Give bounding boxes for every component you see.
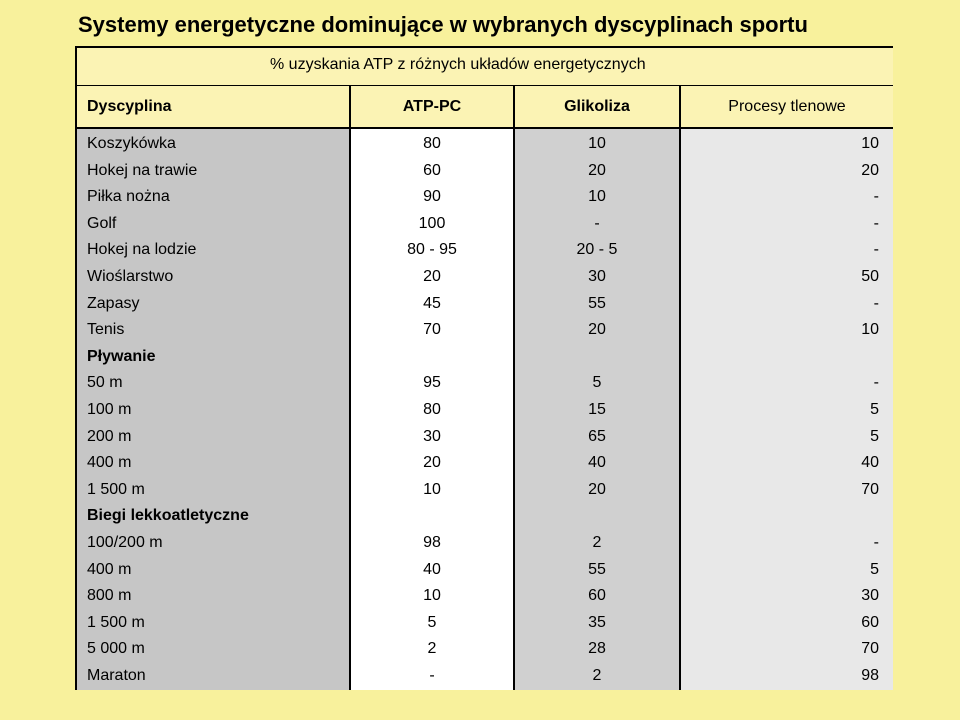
cell-atp-pc: 10 bbox=[423, 480, 441, 498]
cell-discipline: Pływanie bbox=[87, 347, 156, 365]
cell-atp-pc: 2 bbox=[427, 640, 437, 658]
cell-atp-pc: 80 bbox=[423, 135, 441, 152]
cell-atp-pc: 20 bbox=[423, 454, 441, 472]
cell-discipline: 400 m bbox=[87, 454, 132, 472]
cell-discipline: 50 m bbox=[87, 374, 123, 392]
cell-atp-pc: 5 bbox=[427, 613, 437, 631]
cell-glycolysis: 65 bbox=[588, 427, 606, 445]
cell-glycolysis: - bbox=[594, 214, 600, 232]
cell-aerobic: - bbox=[873, 374, 879, 392]
cell-discipline: Piłka nożna bbox=[87, 188, 170, 206]
cell-discipline: 1 500 m bbox=[87, 613, 145, 631]
cell-discipline: Golf bbox=[87, 214, 117, 232]
cell-atp-pc: 60 bbox=[423, 161, 441, 179]
cell-aerobic: - bbox=[873, 214, 879, 232]
cell-aerobic: 98 bbox=[861, 666, 879, 684]
cell-discipline: 5 000 m bbox=[87, 640, 145, 658]
cell-atp-pc: 100 bbox=[418, 214, 446, 232]
cell-aerobic: - bbox=[873, 188, 879, 206]
cell-discipline: Biegi lekkoatletyczne bbox=[87, 507, 249, 525]
cell-discipline: Zapasy bbox=[87, 294, 140, 312]
cell-glycolysis: 2 bbox=[592, 666, 602, 684]
cell-atp-pc: 40 bbox=[423, 560, 441, 578]
cell-glycolysis: 20 - 5 bbox=[576, 241, 618, 259]
header-discipline: Dyscyplina bbox=[87, 98, 172, 115]
cell-aerobic: 20 bbox=[861, 161, 879, 179]
cell-glycolysis: 20 bbox=[588, 161, 606, 179]
cell-discipline: 1 500 m bbox=[87, 480, 145, 498]
cell-aerobic: 60 bbox=[861, 613, 879, 631]
table-body bbox=[77, 131, 893, 689]
cell-aerobic: 70 bbox=[861, 480, 879, 498]
table-subtitle: % uzyskania ATP z różnych układów energetycznych bbox=[270, 56, 646, 73]
cell-aerobic: 40 bbox=[861, 454, 879, 472]
cell-aerobic: - bbox=[873, 241, 879, 259]
cell-aerobic: - bbox=[873, 294, 879, 312]
cell-glycolysis: 20 bbox=[588, 480, 606, 498]
table-row bbox=[77, 530, 893, 557]
cell-discipline: 400 m bbox=[87, 560, 132, 578]
cell-atp-pc: - bbox=[429, 666, 435, 684]
cell-glycolysis: 30 bbox=[588, 267, 606, 285]
cell-glycolysis: 20 bbox=[588, 321, 606, 339]
header-atp-pc: ATP-PC bbox=[402, 98, 462, 115]
table-section-row bbox=[77, 344, 893, 371]
cell-aerobic: 10 bbox=[861, 321, 879, 339]
table-row bbox=[77, 131, 893, 158]
cell-glycolysis: 2 bbox=[592, 533, 602, 551]
energy-systems-table bbox=[75, 46, 893, 690]
table-row bbox=[77, 317, 893, 344]
cell-glycolysis: 28 bbox=[588, 640, 606, 658]
cell-atp-pc: 95 bbox=[423, 374, 441, 392]
cell-aerobic: 50 bbox=[861, 267, 879, 285]
cell-atp-pc: 80 bbox=[423, 400, 441, 418]
cell-atp-pc: 45 bbox=[423, 294, 441, 312]
cell-discipline: 100/200 m bbox=[87, 533, 163, 551]
header-glycolysis: Glikoliza bbox=[564, 98, 630, 115]
table-row bbox=[77, 450, 893, 477]
cell-discipline: 100 m bbox=[87, 400, 132, 418]
slide-title: Systemy energetyczne dominujące w wybranych dyscyplinach sportu bbox=[78, 12, 808, 37]
cell-glycolysis: 10 bbox=[588, 188, 606, 206]
cell-discipline: Hokej na trawie bbox=[87, 161, 198, 179]
table-row bbox=[77, 264, 893, 291]
cell-atp-pc: 10 bbox=[423, 587, 441, 605]
cell-aerobic: 5 bbox=[870, 427, 879, 445]
table-row bbox=[77, 237, 893, 264]
table-row bbox=[77, 636, 893, 663]
table-row bbox=[77, 477, 893, 504]
cell-glycolysis: 35 bbox=[588, 613, 606, 631]
cell-glycolysis: 55 bbox=[588, 560, 606, 578]
cell-aerobic: - bbox=[873, 533, 879, 551]
cell-aerobic: 5 bbox=[870, 400, 879, 418]
cell-glycolysis: 15 bbox=[588, 400, 606, 418]
cell-atp-pc: 30 bbox=[423, 427, 441, 445]
table-row bbox=[77, 424, 893, 451]
cell-discipline: Koszykówka bbox=[87, 135, 176, 152]
table-row bbox=[77, 583, 893, 610]
cell-discipline: Wioślarstwo bbox=[87, 267, 174, 285]
cell-aerobic: 5 bbox=[870, 560, 879, 578]
cell-discipline: Hokej na lodzie bbox=[87, 241, 197, 259]
cell-aerobic: 30 bbox=[861, 587, 879, 605]
cell-glycolysis: 55 bbox=[588, 294, 606, 312]
table-row bbox=[77, 370, 893, 397]
table-row bbox=[77, 158, 893, 185]
cell-atp-pc: 20 bbox=[423, 267, 441, 285]
table-row bbox=[77, 291, 893, 318]
cell-aerobic: 10 bbox=[861, 135, 879, 152]
cell-discipline: 800 m bbox=[87, 587, 132, 605]
cell-atp-pc: 98 bbox=[423, 533, 441, 551]
table-section-row bbox=[77, 503, 893, 530]
cell-aerobic: 70 bbox=[861, 640, 879, 658]
cell-glycolysis: 10 bbox=[588, 135, 606, 152]
cell-glycolysis: 5 bbox=[592, 374, 602, 392]
cell-atp-pc: 80 - 95 bbox=[407, 241, 457, 259]
table-header-row bbox=[77, 86, 893, 129]
cell-atp-pc: 70 bbox=[423, 321, 441, 339]
cell-discipline: Maraton bbox=[87, 666, 146, 684]
cell-discipline: 200 m bbox=[87, 427, 132, 445]
table-subtitle-row bbox=[77, 48, 893, 86]
header-aerobic: Procesy tlenowe bbox=[728, 98, 846, 115]
table-row bbox=[77, 211, 893, 238]
cell-glycolysis: 60 bbox=[588, 587, 606, 605]
table-row bbox=[77, 397, 893, 424]
table-row bbox=[77, 184, 893, 211]
table-row bbox=[77, 610, 893, 637]
cell-glycolysis: 40 bbox=[588, 454, 606, 472]
table-row bbox=[77, 663, 893, 690]
cell-discipline: Tenis bbox=[87, 321, 125, 339]
table-row bbox=[77, 557, 893, 584]
cell-atp-pc: 90 bbox=[423, 188, 441, 206]
